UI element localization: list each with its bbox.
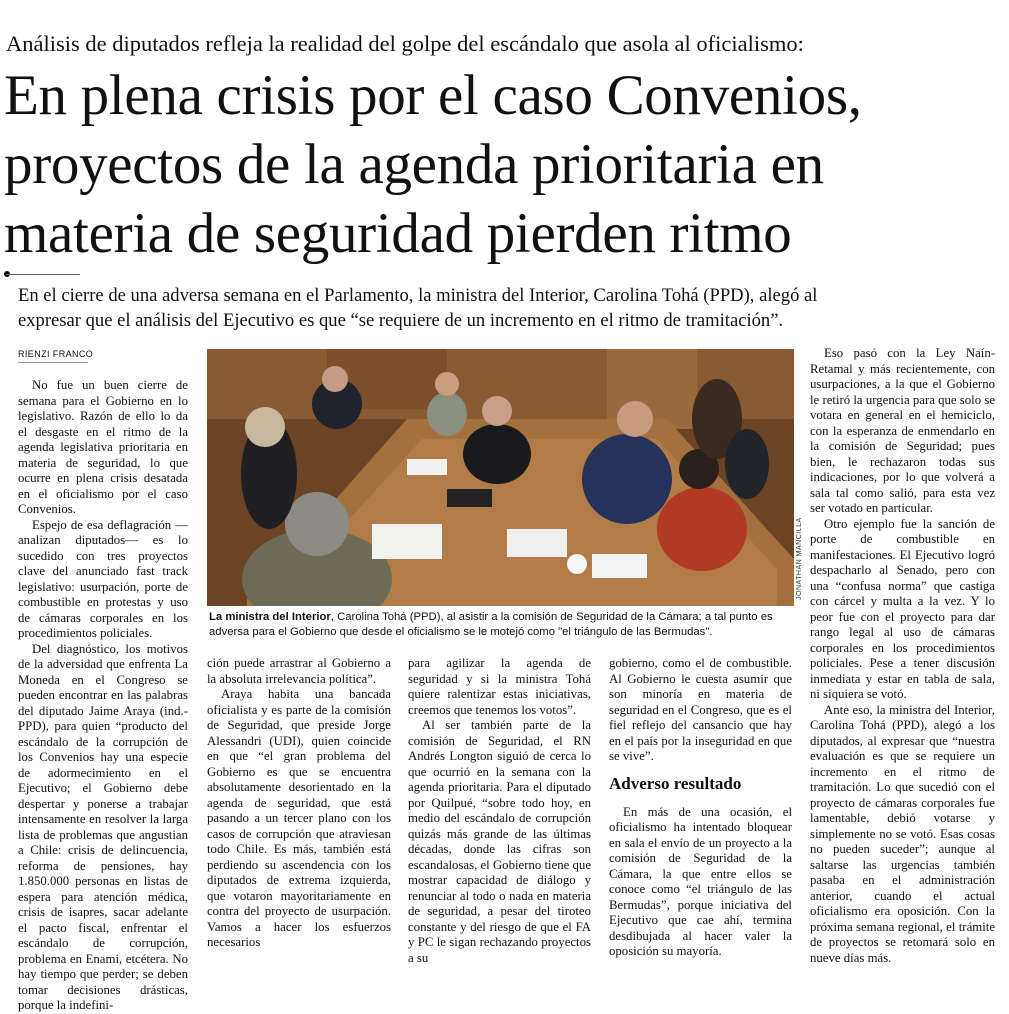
paragraph: Araya habita una bancada oficialista y es parte de la comisión de Seguridad, que preside Jorge Alessandri (UDI), quien coincide en que “el gran problema del Gobierno es que se encuentra absolutamente desorientado en la agenda de seguridad, que está pasando a un tercer plano con los casos de corrupción que atraviesan todo Chile. Es más, también está perdiendo su ascendencia con los diputados de extrema izquierda, que votaron mayoritariamente en contra del proyecto de usurpación. Vamos a hacer los esfuerzos necesarios [207,687,391,949]
meeting-photo-illustration [207,349,794,606]
paragraph: Espejo de esa deflagración —analizan diputados— es lo sucedido con tres proyectos clave del anunciado fast track legislativo: usurpación, porte de combustible en protestas y uso de cámaras corporales en los procedimientos policiales. [18,517,188,640]
photo-credit: JONATHAN MANCILLA [796,517,803,600]
deck-line: expresar que el análisis del Ejecutivo es que “se requiere de un incremento en el ritmo de tramitación”. [18,310,784,331]
article-column-4 [609,656,792,960]
paragraph: gobierno, como el de combustible. Al Gobierno le cuesta asumir que son minoría en materia de seguridad en el Congreso, que es el fiel reflejo del cansancio que hay en el país por la inseguridad en que se vive”. [609,656,792,763]
section-rule [6,274,80,275]
paragraph: Ante eso, la ministra del Interior, Carolina Tohá (PPD), alegó a los diputados, al expresar que “nuestra evaluación es que se requiere un incremento en el ritmo de tramitación. Lo que sucedió con el proyecto de cámaras corporales fue lamentable, debió votarse y simplemente no se votó. Esas cosas no pueden suceder”; aunque al saltarse las urgencias también pasaba en el administración anterior, cuando el actual oficialismo era oposición. Con la próxima semana regional, el trámite de proyectos se retomará solo en nueve días más. [810,702,995,965]
byline-rule [18,362,88,363]
article-column-3 [408,656,591,966]
news-photo [207,349,794,606]
byline: RIENZI FRANCO [18,349,94,359]
paragraph: para agilizar la agenda de seguridad y si la ministra Tohá quiere ralentizar estas iniciativas, creemos que tenemos los votos”. [408,656,591,717]
section-subhead: Adverso resultado [609,773,742,793]
deck [18,283,1003,333]
deck-line: En el cierre de una adversa semana en el Parlamento, la ministra del Interior, Carolina Tohá (PPD), alegó al [18,285,818,306]
headline-line: proyectos de la agenda prioritaria en [4,133,824,196]
paragraph: Eso pasó con la Ley Naín-Retamal y más recientemente, con usurpaciones, a la que el Gobierno le retiró la urgencia para que solo se votara en general en el hemiciclo, con la esperanza de enmendarlo en la comisión de Seguridad; pues bien, le rechazaron todas sus indicaciones, por lo que volverá a sala tal como salió, para esta vez ser votado en particular. [810,346,995,515]
paragraph: ción puede arrastrar al Gobierno a la absoluta irrelevancia política”. [207,656,391,686]
caption-text: , Carolina Tohá (PPD), al asistir a la comisión de Seguridad de la Cámara; a tal punto es adversa para el Gobierno que desde el oficialismo se le motejó como "el triángulo de las Bermudas". [209,611,773,638]
article-column-2 [207,656,391,951]
headline [4,61,1007,268]
paragraph: Del diagnóstico, los motivos de la adversidad que enfrenta La Moneda en el Congreso se pueden encontrar en las palabras del diputado Jaime Araya (ind.-PPD), para quien “producto del escándalo de la corrupción de los Convenios hay una especie de adormecimiento en el Ejecutivo; el Gobierno debe despertar y ponerse a trabajar intensamente en resolver la larga lista de problemas que angustian a Chile: crisis de delincuencia, reforma de pensiones, hay 1.850.000 personas en listas de espera para atención médica, crisis de isapres, sacar adelante el pacto fiscal, enfrentar el escándalo de corrupción, problema en Enami, etcétera. No hay tiempo que perder; se deben tomar decisiones drásticas, porque la indefini- [18,641,188,1012]
headline-line: En plena crisis por el caso Convenios, [4,64,862,127]
paragraph: Otro ejemplo fue la sanción de porte de combustible en manifestaciones. El Ejecutivo logró despacharlo al Senado, pero con una “confusa norma” que castiga con cárcel y multa a la vez. Y lo peor fue con el proyecto para dar rango legal al uso de cámaras corporales en los procedimientos policiales. Pese a tener discusión inmediata y estar en tabla de sala, ni siquiera se votó. [810,516,995,701]
paragraph: En más de una ocasión, el oficialismo ha intentado bloquear en sala el envío de un proyecto a la comisión de Seguridad de la Cámara, la que entre ellos se conoce como “el triángulo de las Bermudas”, porque iniciativa del Ejecutivo que cae ahí, termina desdibujada al hacer valer la oposición su mayoría. [609,804,792,958]
caption-lead: La ministra del Interior [209,611,331,623]
headline-line: materia de seguridad pierden ritmo [4,202,792,265]
kicker: Análisis de diputados refleja la realidad del golpe del escándalo que asola al oficialismo: [6,31,804,56]
photo-caption [209,610,794,640]
paragraph: Al ser también parte de la comisión de Seguridad, el RN Andrés Longton siguió de cerca lo que ocurrió en la semana con la agenda prioritaria. Para el diputado por Quilpué, “sobre todo hoy, en medio del escándalo de corrupción quizás más grande de las últimas décadas, donde las cifras son escandalosas, el Gobierno tiene que mostrar capacidad de diálogo y renunciar al todo o nada en materia de seguridad, a pesar del tiroteo constante y del riesgo de que el FA y PC le sigan rechazando proyectos a su [408,718,591,965]
article-column-1 [18,378,188,1014]
paragraph: No fue un buen cierre de semana para el Gobierno en lo legislativo. Razón de ello lo da el desgaste en el ritmo de la agenda legislativa prioritaria en materia de seguridad, lo que ocurre en plena crisis desatada en el oficialismo por el caso Convenios. [18,378,188,516]
article-column-5 [810,346,995,966]
